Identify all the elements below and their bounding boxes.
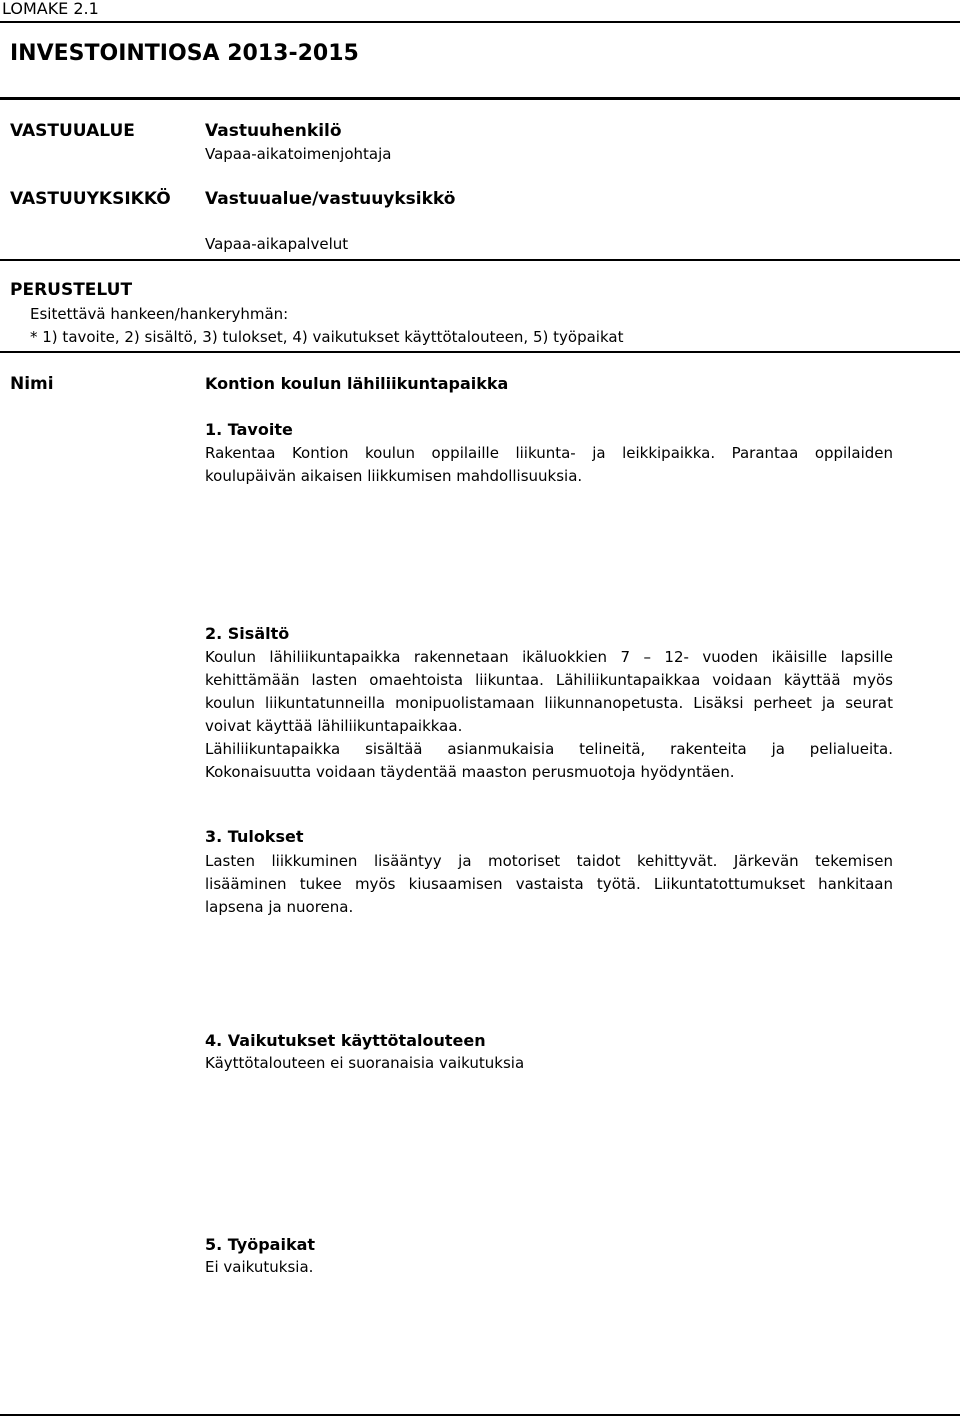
tulokset-line: lapsena ja nuorena. bbox=[205, 898, 354, 916]
tyopaikat-text: Ei vaikutuksia. bbox=[205, 1258, 314, 1276]
vastuualue-label: VASTUUALUE bbox=[10, 121, 135, 141]
vastuu-rule bbox=[0, 259, 960, 261]
perustelut-line-2: * 1) tavoite, 2) sisältö, 3) tulokset, 4) vaikutukset käyttötalouteen, 5) työpaikat bbox=[30, 328, 624, 346]
form-label: LOMAKE 2.1 bbox=[2, 0, 99, 18]
tulokset-line: lisääminen tukee myös kiusaamisen vastaista työtä. Liikuntatottumukset hankitaan bbox=[205, 875, 893, 893]
perustelut-rule bbox=[0, 351, 960, 353]
tulokset-text bbox=[205, 850, 893, 919]
tyopaikat-heading: 5. Työpaikat bbox=[205, 1235, 316, 1254]
sisalto-line: voivat käyttää lähiliikuntapaikkaa. bbox=[205, 717, 463, 735]
tavoite-line: koulupäivän aikaisen liikkumisen mahdollisuuksia. bbox=[205, 467, 583, 485]
nimi-value: Kontion koulun lähiliikuntapaikka bbox=[205, 374, 509, 393]
tulokset-heading: 3. Tulokset bbox=[205, 827, 304, 846]
sisalto-line: Lähiliikuntapaikka sisältää asianmukaisia telineitä, rakenteita ja pelialueita. bbox=[205, 740, 893, 758]
vastuuyksikko-label: VASTUUYKSIKKÖ bbox=[10, 189, 171, 209]
vaikutukset-text: Käyttötalouteen ei suoranaisia vaikutuksia bbox=[205, 1054, 525, 1072]
nimi-label: Nimi bbox=[10, 374, 54, 394]
vastuuhenkilo-heading: Vastuuhenkilö bbox=[205, 121, 342, 141]
vastuuhenkilo-value: Vapaa-aikatoimenjohtaja bbox=[205, 145, 392, 163]
tavoite-text bbox=[205, 442, 893, 488]
sisalto-line: Koulun lähiliikuntapaikka rakennetaan ikäluokkien 7 – 12- vuoden ikäisille lapsille bbox=[205, 648, 893, 666]
sisalto-line: koulun liikuntatunneilla monipuolistamaan liikunnanopetusta. Lisäksi perheet ja seurat bbox=[205, 694, 893, 712]
tulokset-line: Lasten liikkuminen lisääntyy ja motoriset taidot kehittyvät. Järkevän tekemisen bbox=[205, 852, 893, 870]
bottom-rule bbox=[0, 1414, 960, 1416]
perustelut-label: PERUSTELUT bbox=[10, 280, 133, 300]
tavoite-heading: 1. Tavoite bbox=[205, 420, 293, 439]
vastuuyksikko-heading: Vastuualue/vastuuyksikkö bbox=[205, 189, 456, 209]
sisalto-line: Kokonaisuutta voidaan täydentää maaston perusmuotoja hyödyntäen. bbox=[205, 763, 735, 781]
title-rule bbox=[0, 97, 960, 100]
document-title: INVESTOINTIOSA 2013-2015 bbox=[10, 41, 359, 66]
perustelut-line-1: Esitettävä hankeen/hankeryhmän: bbox=[30, 305, 289, 323]
sisalto-line: kehittämään lasten omaehtoista liikuntaa. Lähiliikuntapaikkaa voidaan käyttää myös bbox=[205, 671, 893, 689]
top-rule bbox=[0, 21, 960, 23]
sisalto-text bbox=[205, 646, 893, 784]
tavoite-line: Rakentaa Kontion koulun oppilaille liikunta- ja leikkipaikka. Parantaa oppilaiden bbox=[205, 444, 893, 462]
vastuuyksikko-value: Vapaa-aikapalvelut bbox=[205, 235, 349, 253]
vaikutukset-heading: 4. Vaikutukset käyttötalouteen bbox=[205, 1031, 486, 1050]
sisalto-heading: 2. Sisältö bbox=[205, 624, 290, 643]
